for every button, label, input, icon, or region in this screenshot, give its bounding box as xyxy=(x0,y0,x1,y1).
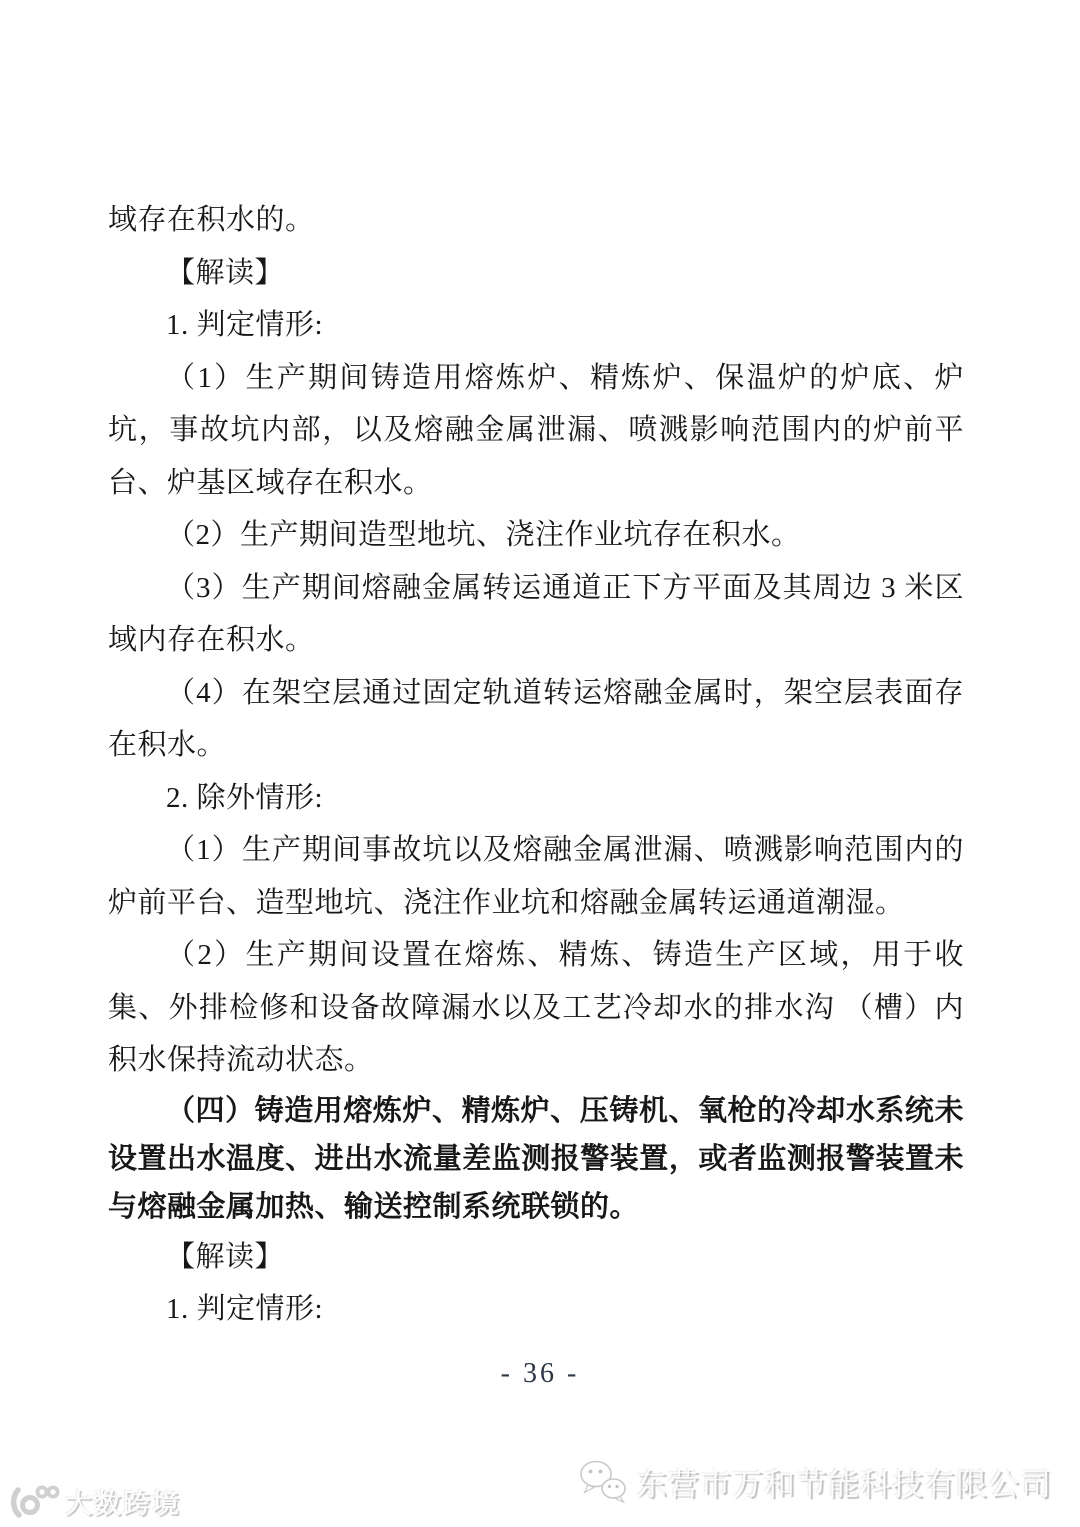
clause-3: （3）生产期间熔融金属转运通道正下方平面及其周边 3 米区域内存在积水。 xyxy=(108,571,964,656)
exception-2: （2）生产期间设置在熔炼、精炼、铸造生产区域，用于收集、外排检修和设备故障漏水以及工艺冷却水的排水沟 （槽）内积水保持流动状态。 xyxy=(108,939,964,1076)
clause-1: （1）生产期间铸造用熔炼炉、精炼炉、保温炉的炉底、炉坑，事故坑内部，以及熔融金属泄漏、喷溅影响范围内的炉前平台、炉基区域存在积水。 xyxy=(108,361,964,499)
document-body xyxy=(108,194,964,1336)
clause-4: （4）在架空层通过固定轨道转运熔融金属时，架空层表面存在积水。 xyxy=(108,676,964,761)
violation-item-four: （四）铸造用熔炼炉、精炼炉、压铸机、氧枪的冷却水系统未设置出水温度、进出水流量差监测报警装置，或者监测报警装置未与熔融金属加热、输送控制系统联锁的。 xyxy=(108,1094,964,1223)
heading-exception-cases: 2. 除外情形: xyxy=(166,781,324,814)
company-watermark xyxy=(577,1458,1052,1504)
heading-judging-cases-1: 1. 判定情形: xyxy=(166,309,324,341)
heading-judging-cases-2: 1. 判定情形: xyxy=(166,1293,324,1325)
exception-1: （1）生产期间事故坑以及熔融金属泄漏、喷溅影响范围内的炉前平台、造型地坑、浇注作业坑和熔融金属转运通道潮湿。 xyxy=(108,834,964,919)
page-number: - 36 - xyxy=(500,1358,580,1389)
jiedu-marker-top: 【解读】 xyxy=(166,256,285,289)
clause-2: （2）生产期间造型地坑、浇注作业坑存在积水。 xyxy=(166,519,801,551)
10100-logo-icon xyxy=(6,1480,60,1522)
company-watermark-label: 东营市万和节能科技有限公司 xyxy=(636,1466,1052,1502)
wechat-icon xyxy=(577,1458,629,1504)
brand-watermark-label: 大数跨境 xyxy=(65,1488,181,1519)
continuation-line: 域存在积水的。 xyxy=(108,204,315,236)
jiedu-marker-bottom: 【解读】 xyxy=(166,1240,285,1273)
brand-watermark xyxy=(6,1480,181,1522)
